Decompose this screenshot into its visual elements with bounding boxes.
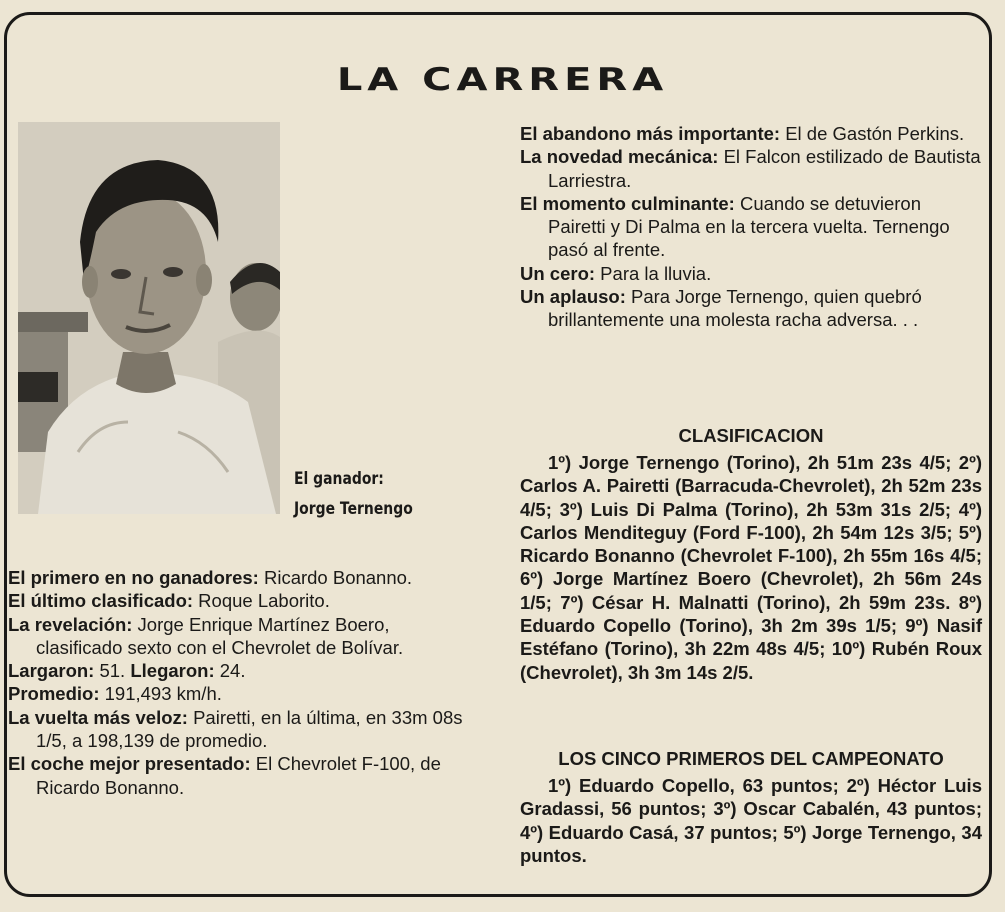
item-aplauso: Un aplauso: Para Jorge Ternengo, quien quebró brillantemente una molesta racha adversa. . .	[520, 286, 922, 331]
item-cero: Un cero: Para la lluvia.	[520, 262, 712, 284]
item-ultimo: El último clasificado: Roque Laborito.	[8, 590, 330, 612]
photo-caption	[294, 464, 458, 524]
campeonato-title: LOS CINCO PRIMEROS DEL CAMPEONATO	[558, 748, 944, 769]
right-column	[520, 122, 982, 332]
clasificacion-text: 1º) Jorge Ternengo (Torino), 2h 51m 23s 4/5; 2º) Carlos A. Pairetti (Barracuda-Chevrolet), 2h 52m 23s 4/5; 3º) Luis Di Palma (Torino), 2h 53m 31s 2/5; 4º) Carlos Menditeguy (Ford F-100), 2h 54m 12s 3/5; 5º) Ricardo Bonanno (Chevrolet F-100), 2h 55m 16s 4/5; 6º) Jorge Martínez Boero (Chevrolet), 2h 56m 24s 1/5; 7º) César H. Malnatti (Torino), 2h 59m 23s. 8º) Eduardo Copello (Torino), 3h 2m 39s 1/5; 9º) Nasif Estéfano (Torino), 3h 22m 48s 4/5; 10º) Rubén Roux (Chevrolet), 3h 3m 14s 2/5.	[520, 452, 982, 683]
winner-photo	[18, 122, 280, 514]
clasificacion-title: CLASIFICACION	[678, 425, 824, 446]
item-largaron: Largaron: 51. Llegaron: 24.	[8, 660, 246, 682]
item-vuelta: La vuelta más veloz: Pairetti, en la última, en 33m 08s 1/5, a 198,139 de promedio.	[8, 706, 463, 752]
campeonato-text: 1º) Eduardo Copello, 63 puntos; 2º) Héctor Luis Gradassi, 56 puntos; 3º) Oscar Cabalén, 43 puntos; 4º) Eduardo Casá, 37 puntos; 5º) Jorge Ternengo, 34 puntos.	[520, 775, 982, 866]
page-title: LA CARRERA	[336, 62, 669, 98]
item-coche: El coche mejor presentado: El Chevrolet F-100, de Ricardo Bonanno.	[8, 753, 441, 798]
item-revelacion: La revelación: Jorge Enrique Martínez Boero, clasificado sexto con el Chevrolet de Bolívar.	[8, 613, 404, 658]
clasificacion-section	[520, 425, 982, 684]
item-momento: El momento culminante: Cuando se detuvieron Pairetti y Di Palma en la tercera vuelta. Ternengo pasó al frente.	[520, 192, 950, 261]
item-primero: El primero en no ganadores: Ricardo Bonanno.	[8, 567, 413, 588]
item-novedad: La novedad mecánica: El Falcon estilizado de Bautista Larriestra.	[520, 146, 981, 191]
item-abandono: El abandono más importante: El de Gastón Perkins.	[520, 123, 965, 144]
campeonato-section	[520, 748, 982, 867]
caption-name: Jorge Ternengo	[294, 499, 413, 519]
caption-label: El ganador:	[294, 469, 384, 489]
left-column	[8, 566, 473, 799]
item-promedio: Promedio: 191,493 km/h.	[8, 683, 222, 705]
